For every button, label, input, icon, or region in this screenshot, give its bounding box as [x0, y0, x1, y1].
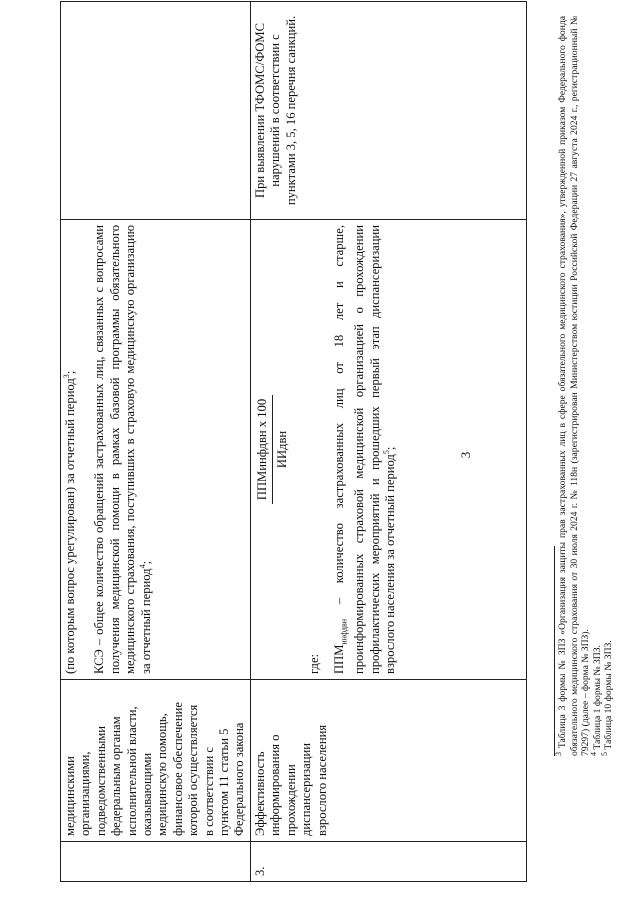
calculation-continuation: (по которым вопрос урегулирован) за отчетный период$^3$; — [61, 370, 77, 674]
responsibility-cell — [61, 2, 251, 220]
indicator-name: Эффективность информирования о прохождении диспансеризации взрослого населения — [253, 724, 329, 836]
page-number: 3 — [458, 451, 473, 459]
table-row — [251, 2, 527, 882]
formula-numerator: ППМинфдвн х 100 — [255, 395, 273, 504]
row-number-cell — [61, 842, 251, 882]
calculation-cell — [61, 220, 251, 680]
footnote-divider — [554, 546, 555, 756]
footnote-ref: 5 — [381, 450, 391, 455]
indicators-table — [60, 1, 527, 882]
indicator-name: медицинскими организациями, подведомственными федеральным органам исполнительной власти, оказывающими медицинскую помощь, финансовое обеспечение которой осуществляется в соответствии с пунктом 11 статьи 5 Федерального закона — [63, 702, 247, 836]
formula-denominator: ИИдвн — [275, 430, 290, 469]
footnote-ref: 3 — [61, 374, 71, 379]
footnote: $^5$ Таблица 10 формы № ЗПЗ. — [600, 640, 615, 756]
indicator-name-cell — [251, 680, 527, 842]
formula — [255, 225, 291, 674]
calculation-cell — [251, 220, 527, 680]
footnote: $^3$ Таблица 3 формы № ЗПЗ «Организация защиты прав застрахованных лиц в сфере обязательного медицинского страхования», утвержденной приказом Федерального фонда обязательного медицинского страхования от 30 июля 2024 г. № 118н (зарегистрирован Министерством юстиции Российской Федерации 27 августа 2024 г., регистрационный № 79297) (далее – форма № ЗПЗ). — [553, 16, 592, 756]
responsibility-cell — [251, 2, 527, 220]
footnotes — [553, 16, 615, 756]
footnote-ref: 4 — [137, 564, 147, 569]
indicator-name-cell — [61, 680, 251, 842]
kse-definition: КСЭ – общее количество обращений застрахованных лиц, связанных с вопросами получения медицинской помощи в рамках базовой программы обязательного медицинского страхования, поступивших в страховую медицинскую организацию за отчетный период$^4$; — [92, 225, 153, 674]
table-row — [61, 2, 251, 882]
row-number-cell: 3. — [251, 842, 527, 882]
footnote: $^4$ Таблица 1 формы № ЗПЗ. — [588, 645, 603, 756]
ppm-definition: $ППМ_{инфдвн}$ – количество застрахованных лиц от 18 лет и старше, проинформированных страховой медицинской организацией о прохождении профилактических мероприятий и прошедших первый этап диспансеризации взрослого населения за отчетный период$^5$; — [332, 225, 397, 674]
where-label: где: — [306, 653, 321, 674]
sanctions-text: При выявлении ТФОМС/ФОМС нарушений в соответствии с пунктами 3, 5, 16 перечня санкций. — [253, 15, 298, 206]
